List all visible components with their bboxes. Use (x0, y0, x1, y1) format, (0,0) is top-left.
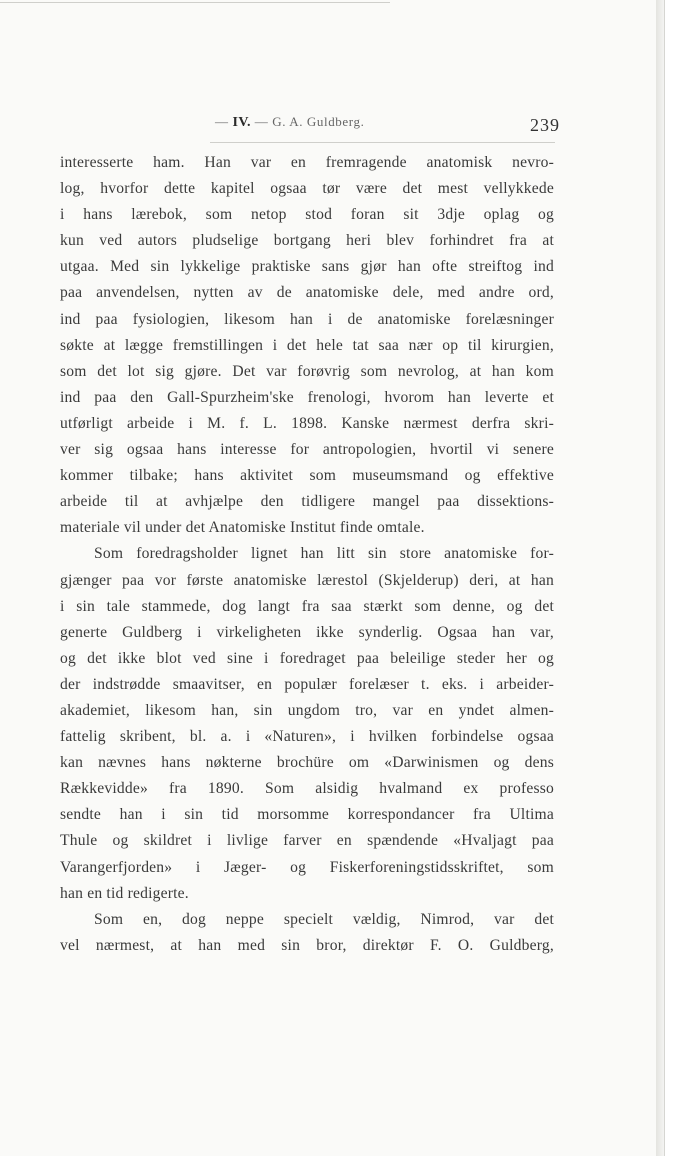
text-line: i hans lærebok, som netop stod foran sit 3dje oplag og (60, 206, 554, 224)
running-head-author: — G. A. Guldberg. (254, 114, 365, 129)
text-line: arbeide til at avhjælpe den tidligere mangel paa dissektions- (60, 493, 554, 511)
text-line: log, hvorfor dette kapitel ogsaa tør være det mest vellykkede (60, 180, 554, 198)
text-line: han en tid redigerte. (60, 884, 189, 902)
text-line: fattelig skribent, bl. a. i «Naturen», i hvilken forbindelse ogsaa (60, 728, 554, 746)
header-rule (210, 142, 555, 143)
text-line: som det lot sig gjøre. Det var forøvrig som nevrolog, at han kom (60, 362, 554, 380)
text-line: ver sig ogsaa hans interesse for antropologien, hvortil vi senere (60, 441, 554, 459)
text-line: ind paa fysiologien, likesom han i de anatomiske forelæsninger (60, 310, 554, 328)
text-line: Som foredragsholder lignet han litt sin store anatomiske for- (94, 545, 554, 563)
text-line: utgaa. Med sin lykkelige praktiske sans gjør han ofte streiftog ind (60, 258, 554, 276)
page-edge-shadow (656, 0, 664, 1156)
text-line: i sin tale stammede, dog langt fra saa stærkt som denne, og det (60, 597, 554, 615)
text-line: akademiet, likesom han, sin ungdom tro, var en yndet almen- (60, 701, 554, 719)
text-line: gjænger paa vor første anatomiske lærestol (Skjelderup) deri, at han (60, 571, 554, 589)
text-line: sendte han i sin tid morsomme korrespondancer fra Ultima (60, 806, 554, 824)
text-line: og det ikke blot ved sine i foredraget paa beleilige steder her og (60, 649, 554, 667)
text-line: materiale vil under det Anatomiske Institut finde omtale. (60, 519, 425, 537)
text-line: interesserte ham. Han var en fremragende anatomisk nevro- (60, 154, 554, 171)
text-line: kun ved autors pludselige bortgang heri blev forhindret fra at (60, 232, 554, 250)
text-line: kommer tilbake; hans aktivitet som museumsmand og effektive (60, 467, 554, 485)
text-line: paa anvendelsen, nytten av de anatomiske dele, med andre ord, (60, 284, 554, 302)
text-line: der indstrødde smaavitser, en populær forelæser t. eks. i arbeider- (60, 675, 554, 693)
text-line: utførligt arbeide i M. f. L. 1898. Kanske nærmest derfra skri- (60, 414, 554, 432)
running-head-dash: — (215, 114, 229, 129)
text-line: kan nævnes hans nøkterne brochüre om «Darwinismen og dens (60, 754, 554, 772)
top-edge-line (0, 2, 390, 3)
text-line: Som en, dog neppe specielt vældig, Nimrod, var det (94, 910, 554, 928)
text-line: generte Guldberg i virkeligheten ikke synderlig. Ogsaa han var, (60, 623, 554, 641)
running-head (215, 114, 364, 131)
text-line: Rækkevidde» fra 1890. Som alsidig hvalmand ex professo (60, 780, 554, 798)
text-line: ind paa den Gall-Spurzheim'ske frenologi, hvorom han leverte et (60, 388, 554, 406)
text-line: Thule og skildret i livlige farver en spændende «Hvaljagt paa (60, 832, 554, 850)
body-text (60, 150, 554, 959)
text-line: vel nærmest, at han med sin bror, direktør F. O. Guldberg, (60, 936, 554, 954)
chapter-numeral: IV. (232, 115, 251, 130)
page-number: 239 (530, 115, 560, 135)
text-line: Varangerfjorden» i Jæger- og Fiskerforeningstidsskriftet, som (60, 858, 554, 876)
text-line: søkte at lægge fremstillingen i det hele tat saa nær op til kirurgien, (60, 336, 554, 354)
